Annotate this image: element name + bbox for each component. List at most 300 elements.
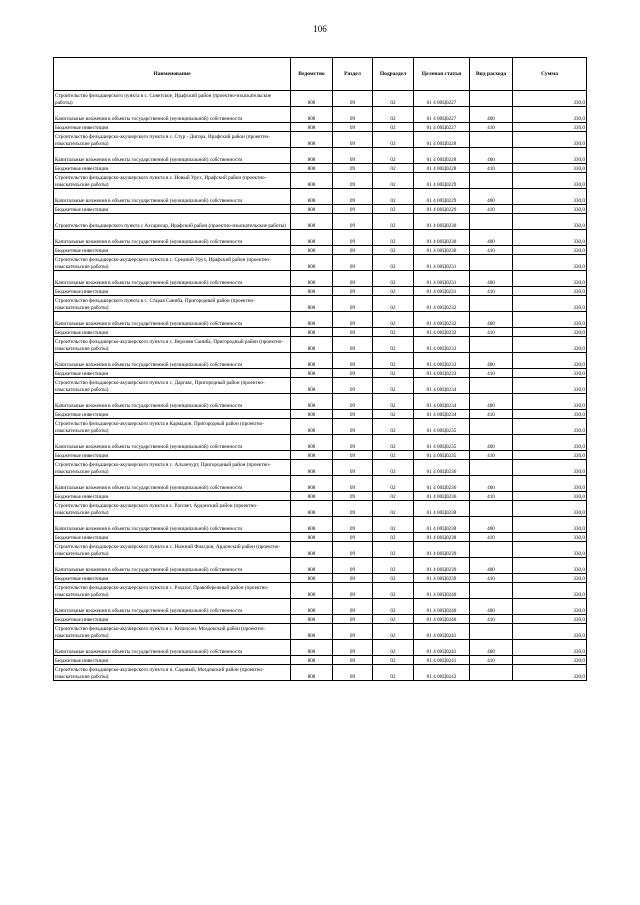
cell-target: 01 4 00Ц0241: [414, 640, 470, 656]
cell-name: Капитальные вложения в объекты государственной (муниципальной) собственности: [54, 517, 291, 533]
cell-target: 01 4 00Ц0231: [414, 271, 470, 287]
cell-sum: 330,0: [513, 574, 587, 583]
cell-expense-type: [470, 665, 513, 681]
cell-sum: 330,0: [513, 255, 587, 271]
cell-target: 01 4 00Ц0227: [414, 123, 470, 132]
cell-expense-type: [470, 296, 513, 312]
cell-subsection: 02: [373, 91, 414, 107]
cell-sum: 330,0: [513, 205, 587, 214]
cell-name: Бюджетные инвестиции: [54, 615, 291, 624]
cell-section: 09: [333, 615, 373, 624]
cell-name: Строительство фельдшерского пункта с Ахсарисар, Ирафский район (проектно-изыскательские работы): [54, 214, 291, 230]
cell-section: 09: [333, 410, 373, 419]
cell-sum: 330,0: [513, 148, 587, 164]
cell-sum: 330,0: [513, 517, 587, 533]
cell-ministry: 808: [291, 271, 333, 287]
cell-target: 01 4 00Ц0233: [414, 369, 470, 378]
cell-sum: 330,0: [513, 624, 587, 640]
cell-subsection: 02: [373, 656, 414, 665]
cell-sum: 330,0: [513, 296, 587, 312]
table-row: [54, 296, 587, 312]
cell-ministry: 808: [291, 255, 333, 271]
cell-sum: 330,0: [513, 501, 587, 517]
cell-subsection: 02: [373, 148, 414, 164]
cell-section: 09: [333, 255, 373, 271]
cell-sum: 330,0: [513, 107, 587, 123]
table-row: [54, 460, 587, 476]
cell-target: 01 4 00Ц0241: [414, 624, 470, 640]
cell-expense-type: [470, 419, 513, 435]
cell-sum: 330,0: [513, 583, 587, 599]
cell-expense-type: [470, 460, 513, 476]
cell-target: 01 4 00Ц0235: [414, 435, 470, 451]
cell-ministry: 808: [291, 665, 333, 681]
cell-ministry: 808: [291, 460, 333, 476]
cell-subsection: 02: [373, 624, 414, 640]
table-row: [54, 164, 587, 173]
cell-name: Бюджетные инвестиции: [54, 246, 291, 255]
cell-section: 09: [333, 123, 373, 132]
cell-sum: 330,0: [513, 492, 587, 501]
cell-expense-type: 410: [470, 328, 513, 337]
cell-ministry: 808: [291, 451, 333, 460]
table-row: [54, 574, 587, 583]
cell-name: Строительство фельдшерского пункта в с. Старая Саниба, Пригородный район (проектно-изыскательские работы): [54, 296, 291, 312]
table-row: [54, 353, 587, 369]
cell-ministry: 808: [291, 615, 333, 624]
cell-name: Строительство фельдшерско-акушерского пункта в с. Средний Урух, Ирафский район (проектно-изыскательские работы): [54, 255, 291, 271]
table-row: [54, 419, 587, 435]
cell-sum: 330,0: [513, 476, 587, 492]
cell-sum: 330,0: [513, 394, 587, 410]
table-row: [54, 312, 587, 328]
cell-target: 01 4 00Ц0241: [414, 656, 470, 665]
cell-subsection: 02: [373, 501, 414, 517]
cell-ministry: 808: [291, 123, 333, 132]
cell-ministry: 808: [291, 378, 333, 394]
cell-subsection: 02: [373, 599, 414, 615]
cell-target: 01 4 00Ц0229: [414, 173, 470, 189]
cell-ministry: 808: [291, 312, 333, 328]
cell-target: 01 4 00Ц0228: [414, 164, 470, 173]
cell-name: Строительство фельдшерско-акушерского пункта в Кармадон, Пригородный район (проектно-изыскательские работы): [54, 419, 291, 435]
cell-sum: 330,0: [513, 91, 587, 107]
cell-name: Капитальные вложения в объекты государственной (муниципальной) собственности: [54, 640, 291, 656]
table-row: [54, 624, 587, 640]
table-row: [54, 533, 587, 542]
table-row: [54, 492, 587, 501]
cell-section: 09: [333, 205, 373, 214]
cell-expense-type: [470, 91, 513, 107]
table-row: [54, 189, 587, 205]
cell-expense-type: 410: [470, 615, 513, 624]
table-row: [54, 246, 587, 255]
table-row: [54, 665, 587, 681]
cell-expense-type: [470, 214, 513, 230]
cell-sum: 330,0: [513, 246, 587, 255]
header-subsection: Подраздел: [373, 58, 414, 91]
cell-expense-type: 400: [470, 230, 513, 246]
cell-name: Строительство фельдшерского пункта в с. Советское, Ирафский район (проектно-изыскательские работы): [54, 91, 291, 107]
cell-name: Бюджетные инвестиции: [54, 369, 291, 378]
cell-section: 09: [333, 394, 373, 410]
cell-expense-type: 400: [470, 189, 513, 205]
budget-table: [53, 57, 587, 681]
header-ministry: Ведомство: [291, 58, 333, 91]
cell-subsection: 02: [373, 435, 414, 451]
cell-expense-type: 400: [470, 107, 513, 123]
cell-sum: 330,0: [513, 312, 587, 328]
cell-target: 01 4 00Ц0230: [414, 230, 470, 246]
cell-ministry: 808: [291, 91, 333, 107]
cell-section: 09: [333, 132, 373, 148]
cell-section: 09: [333, 665, 373, 681]
cell-sum: 330,0: [513, 435, 587, 451]
cell-section: 09: [333, 353, 373, 369]
cell-subsection: 02: [373, 492, 414, 501]
cell-name: Бюджетные инвестиции: [54, 656, 291, 665]
cell-section: 09: [333, 435, 373, 451]
cell-expense-type: [470, 542, 513, 558]
cell-expense-type: 410: [470, 164, 513, 173]
cell-subsection: 02: [373, 123, 414, 132]
cell-expense-type: [470, 173, 513, 189]
table-row: [54, 615, 587, 624]
table-row: [54, 132, 587, 148]
cell-target: 01 4 00Ц0242: [414, 665, 470, 681]
cell-subsection: 02: [373, 583, 414, 599]
cell-target: 01 4 00Ц0238: [414, 501, 470, 517]
cell-sum: 330,0: [513, 656, 587, 665]
cell-sum: 330,0: [513, 369, 587, 378]
cell-name: Строительство фельдшерско-акушерского пункта в с. Новый Урух, Ирафский район (проектно-изыскательские работы): [54, 173, 291, 189]
cell-name: Капитальные вложения в объекты государственной (муниципальной) собственности: [54, 476, 291, 492]
cell-target: 01 4 00Ц0228: [414, 132, 470, 148]
cell-section: 09: [333, 492, 373, 501]
cell-ministry: 808: [291, 214, 333, 230]
cell-section: 09: [333, 583, 373, 599]
cell-ministry: 808: [291, 328, 333, 337]
cell-ministry: 808: [291, 369, 333, 378]
cell-expense-type: [470, 337, 513, 353]
cell-sum: 330,0: [513, 132, 587, 148]
table-row: [54, 656, 587, 665]
cell-ministry: 808: [291, 542, 333, 558]
page-number: 106: [313, 24, 327, 34]
cell-sum: 330,0: [513, 615, 587, 624]
cell-name: Строительство фельдшерско-акушерского пункта в с. Алханчурт, Пригородный район (проектно-изыскательские работы): [54, 460, 291, 476]
cell-sum: 330,0: [513, 558, 587, 574]
cell-subsection: 02: [373, 287, 414, 296]
cell-section: 09: [333, 91, 373, 107]
cell-name: Строительство фельдшерско-акушерского пункта в с. Кизилсон, Моздокский район (проектно-изыскательские работы): [54, 624, 291, 640]
cell-target: 01 4 00Ц0230: [414, 214, 470, 230]
cell-subsection: 02: [373, 353, 414, 369]
cell-subsection: 02: [373, 533, 414, 542]
cell-section: 09: [333, 189, 373, 205]
cell-expense-type: 410: [470, 246, 513, 255]
cell-ministry: 808: [291, 558, 333, 574]
cell-sum: 330,0: [513, 410, 587, 419]
table-row: [54, 369, 587, 378]
cell-subsection: 02: [373, 312, 414, 328]
cell-ministry: 808: [291, 296, 333, 312]
table-row: [54, 328, 587, 337]
table-row: [54, 599, 587, 615]
cell-target: 01 4 00Ц0229: [414, 205, 470, 214]
cell-name: Строительство фельдшерско-акушерского пункта в с. Даргавс, Пригородный район (проектно-изыскательские работы): [54, 378, 291, 394]
cell-sum: 330,0: [513, 337, 587, 353]
cell-section: 09: [333, 271, 373, 287]
cell-sum: 330,0: [513, 419, 587, 435]
cell-target: 01 4 00Ц0232: [414, 312, 470, 328]
cell-name: Бюджетные инвестиции: [54, 451, 291, 460]
cell-expense-type: [470, 501, 513, 517]
cell-ministry: 808: [291, 574, 333, 583]
table-header-row: [54, 58, 587, 91]
table-row: [54, 214, 587, 230]
cell-name: Бюджетные инвестиции: [54, 164, 291, 173]
cell-subsection: 02: [373, 558, 414, 574]
cell-subsection: 02: [373, 246, 414, 255]
cell-sum: 330,0: [513, 542, 587, 558]
cell-expense-type: 400: [470, 148, 513, 164]
cell-sum: 330,0: [513, 665, 587, 681]
cell-section: 09: [333, 599, 373, 615]
cell-sum: 330,0: [513, 451, 587, 460]
cell-section: 09: [333, 369, 373, 378]
cell-section: 09: [333, 107, 373, 123]
cell-expense-type: [470, 132, 513, 148]
cell-name: Строительство фельдшерско-акушерского пункта в п. Садовый, Моздокский район (проектно-изыскательские работы): [54, 665, 291, 681]
cell-expense-type: 410: [470, 533, 513, 542]
cell-subsection: 02: [373, 214, 414, 230]
cell-subsection: 02: [373, 328, 414, 337]
cell-section: 09: [333, 542, 373, 558]
cell-target: 01 4 00Ц0236: [414, 492, 470, 501]
table-row: [54, 476, 587, 492]
table-row: [54, 558, 587, 574]
cell-sum: 330,0: [513, 271, 587, 287]
cell-name: Капитальные вложения в объекты государственной (муниципальной) собственности: [54, 271, 291, 287]
cell-ministry: 808: [291, 394, 333, 410]
cell-ministry: 808: [291, 419, 333, 435]
cell-ministry: 808: [291, 189, 333, 205]
cell-sum: 330,0: [513, 328, 587, 337]
cell-expense-type: 400: [470, 435, 513, 451]
cell-ministry: 808: [291, 599, 333, 615]
cell-target: 01 4 00Ц0227: [414, 107, 470, 123]
cell-section: 09: [333, 246, 373, 255]
cell-section: 09: [333, 574, 373, 583]
cell-sum: 330,0: [513, 230, 587, 246]
cell-subsection: 02: [373, 205, 414, 214]
cell-subsection: 02: [373, 164, 414, 173]
cell-section: 09: [333, 230, 373, 246]
cell-target: 01 4 00Ц0236: [414, 476, 470, 492]
cell-ministry: 808: [291, 132, 333, 148]
cell-name: Бюджетные инвестиции: [54, 410, 291, 419]
cell-ministry: 808: [291, 173, 333, 189]
cell-expense-type: 410: [470, 492, 513, 501]
cell-expense-type: 400: [470, 312, 513, 328]
cell-name: Капитальные вложения в объекты государственной (муниципальной) собственности: [54, 312, 291, 328]
cell-ministry: 808: [291, 476, 333, 492]
cell-section: 09: [333, 337, 373, 353]
table-body: [54, 91, 587, 681]
table-row: [54, 337, 587, 353]
cell-expense-type: 400: [470, 271, 513, 287]
cell-ministry: 808: [291, 205, 333, 214]
cell-section: 09: [333, 460, 373, 476]
cell-section: 09: [333, 328, 373, 337]
cell-ministry: 808: [291, 583, 333, 599]
table-row: [54, 640, 587, 656]
cell-target: 01 4 00Ц0236: [414, 460, 470, 476]
cell-ministry: 808: [291, 492, 333, 501]
table-row: [54, 287, 587, 296]
cell-name: Строительство фельдшерско-акушерского пункта в с. Рассвет, Ардонский район (проектно-изыскательские работы): [54, 501, 291, 517]
cell-target: 01 4 00Ц0233: [414, 353, 470, 369]
cell-expense-type: 400: [470, 558, 513, 574]
cell-sum: 330,0: [513, 173, 587, 189]
cell-expense-type: 410: [470, 205, 513, 214]
cell-ministry: 808: [291, 533, 333, 542]
cell-ministry: 808: [291, 164, 333, 173]
cell-subsection: 02: [373, 394, 414, 410]
cell-sum: 330,0: [513, 164, 587, 173]
cell-subsection: 02: [373, 271, 414, 287]
cell-name: Бюджетные инвестиции: [54, 328, 291, 337]
table-row: [54, 123, 587, 132]
cell-target: 01 4 00Ц0234: [414, 410, 470, 419]
header-section: Раздел: [333, 58, 373, 91]
cell-expense-type: 400: [470, 394, 513, 410]
cell-expense-type: 410: [470, 410, 513, 419]
cell-name: Бюджетные инвестиции: [54, 205, 291, 214]
header-target: Целевая статья: [414, 58, 470, 91]
cell-section: 09: [333, 640, 373, 656]
table-row: [54, 410, 587, 419]
cell-ministry: 808: [291, 287, 333, 296]
cell-subsection: 02: [373, 419, 414, 435]
table-row: [54, 394, 587, 410]
cell-subsection: 02: [373, 255, 414, 271]
cell-subsection: 02: [373, 542, 414, 558]
cell-subsection: 02: [373, 640, 414, 656]
cell-section: 09: [333, 656, 373, 665]
cell-sum: 330,0: [513, 353, 587, 369]
cell-expense-type: 400: [470, 517, 513, 533]
cell-ministry: 808: [291, 517, 333, 533]
cell-name: Бюджетные инвестиции: [54, 492, 291, 501]
cell-section: 09: [333, 287, 373, 296]
table-row: [54, 542, 587, 558]
cell-subsection: 02: [373, 107, 414, 123]
cell-target: 01 4 00Ц0238: [414, 533, 470, 542]
cell-subsection: 02: [373, 173, 414, 189]
cell-sum: 330,0: [513, 189, 587, 205]
table-row: [54, 583, 587, 599]
cell-name: Капитальные вложения в объекты государственной (муниципальной) собственности: [54, 435, 291, 451]
cell-target: 01 4 00Ц0235: [414, 419, 470, 435]
cell-subsection: 02: [373, 460, 414, 476]
cell-expense-type: 410: [470, 369, 513, 378]
cell-name: Строительство фельдшерско-акушерского пункта в с. Раздзог, Правобережный район (проектно-изыскательские работы): [54, 583, 291, 599]
cell-ministry: 808: [291, 148, 333, 164]
cell-target: 01 4 00Ц0235: [414, 451, 470, 460]
cell-subsection: 02: [373, 189, 414, 205]
cell-section: 09: [333, 419, 373, 435]
cell-name: Капитальные вложения в объекты государственной (муниципальной) собственности: [54, 394, 291, 410]
cell-ministry: 808: [291, 246, 333, 255]
cell-section: 09: [333, 173, 373, 189]
cell-expense-type: 400: [470, 599, 513, 615]
cell-expense-type: 400: [470, 353, 513, 369]
table-row: [54, 173, 587, 189]
cell-target: 01 4 00Ц0240: [414, 583, 470, 599]
cell-target: 01 4 00Ц0240: [414, 615, 470, 624]
cell-name: Капитальные вложения в объекты государственной (муниципальной) собственности: [54, 599, 291, 615]
cell-subsection: 02: [373, 369, 414, 378]
cell-target: 01 4 00Ц0228: [414, 148, 470, 164]
cell-expense-type: 410: [470, 287, 513, 296]
cell-ministry: 808: [291, 624, 333, 640]
cell-target: 01 4 00Ц0239: [414, 558, 470, 574]
cell-subsection: 02: [373, 665, 414, 681]
cell-target: 01 4 00Ц0231: [414, 287, 470, 296]
cell-subsection: 02: [373, 378, 414, 394]
cell-ministry: 808: [291, 107, 333, 123]
cell-expense-type: [470, 255, 513, 271]
cell-target: 01 4 00Ц0232: [414, 328, 470, 337]
table-row: [54, 501, 587, 517]
cell-target: 01 4 00Ц0240: [414, 599, 470, 615]
cell-target: 01 4 00Ц0229: [414, 189, 470, 205]
header-expense-type: Вид расхода: [470, 58, 513, 91]
cell-expense-type: 410: [470, 451, 513, 460]
cell-target: 01 4 00Ц0233: [414, 337, 470, 353]
cell-subsection: 02: [373, 230, 414, 246]
cell-sum: 330,0: [513, 640, 587, 656]
cell-expense-type: 410: [470, 656, 513, 665]
cell-section: 09: [333, 214, 373, 230]
cell-target: 01 4 00Ц0227: [414, 91, 470, 107]
cell-subsection: 02: [373, 517, 414, 533]
cell-target: 01 4 00Ц0231: [414, 255, 470, 271]
cell-sum: 330,0: [513, 287, 587, 296]
table-row: [54, 91, 587, 107]
cell-target: 01 4 00Ц0239: [414, 542, 470, 558]
cell-expense-type: 410: [470, 123, 513, 132]
table-row: [54, 435, 587, 451]
cell-target: 01 4 00Ц0230: [414, 246, 470, 255]
cell-sum: 330,0: [513, 599, 587, 615]
cell-expense-type: [470, 378, 513, 394]
table-row: [54, 271, 587, 287]
cell-section: 09: [333, 148, 373, 164]
cell-sum: 330,0: [513, 533, 587, 542]
cell-ministry: 808: [291, 656, 333, 665]
cell-sum: 330,0: [513, 214, 587, 230]
cell-section: 09: [333, 451, 373, 460]
cell-name: Строительство фельдшерско-акушерского пункта в с. Верхняя Саниба, Пригородный район (проектно-изыскательские работы): [54, 337, 291, 353]
cell-subsection: 02: [373, 574, 414, 583]
cell-name: Бюджетные инвестиции: [54, 574, 291, 583]
cell-expense-type: 400: [470, 640, 513, 656]
cell-subsection: 02: [373, 296, 414, 312]
cell-section: 09: [333, 476, 373, 492]
